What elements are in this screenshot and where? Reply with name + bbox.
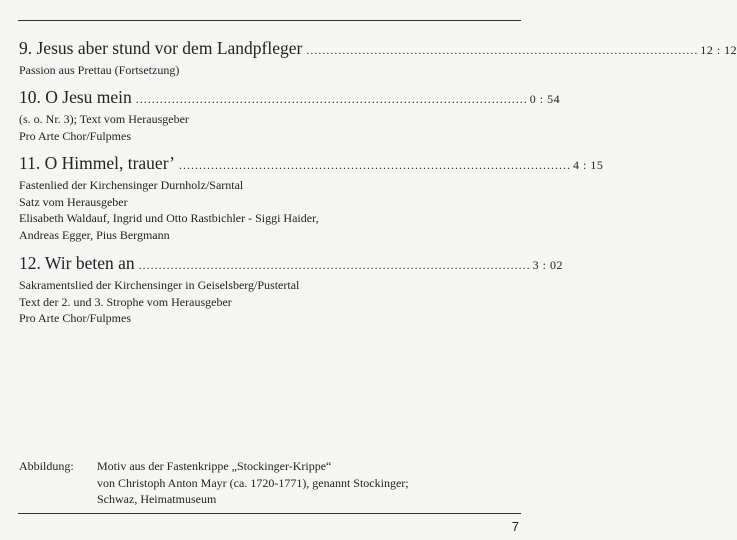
dot-leader: .................................................................................................. <box>179 158 571 172</box>
track-detail: Andreas Egger, Pius Bergmann <box>19 227 170 242</box>
track-12 <box>19 253 563 327</box>
track-duration: 12 : 12 <box>700 43 737 57</box>
track-duration: 0 : 54 <box>529 92 561 106</box>
track-duration: 4 : 15 <box>573 158 604 172</box>
caption-label: Abbildung: <box>19 459 74 473</box>
track-duration: 3 : 02 <box>532 258 563 272</box>
dot-leader: .................................................................................................. <box>306 43 699 57</box>
track-title-line <box>19 253 563 274</box>
track-title: 9. Jesus aber stund vor dem Landpfleger <box>19 38 303 58</box>
caption-text <box>97 458 507 508</box>
page-number: 7 <box>511 519 519 534</box>
track-11 <box>19 153 604 243</box>
track-title: 11. O Himmel, trauer’ <box>19 153 175 173</box>
track-title: 10. O Jesu mein <box>19 87 132 107</box>
track-detail: Text der 2. und 3. Strophe vom Herausgeber <box>19 294 232 309</box>
track-title-line <box>19 38 737 59</box>
track-detail: Fastenlied der Kirchensinger Durnholz/Sarntal <box>19 178 244 192</box>
bottom-rule <box>18 513 521 514</box>
track-title: 12. Wir beten an <box>19 253 135 273</box>
track-detail: Pro Arte Chor/Fulpmes <box>19 128 132 143</box>
caption-line: Schwaz, Heimatmuseum <box>97 492 217 506</box>
track-detail: (s. o. Nr. 3); Text vom Herausgeber <box>19 112 189 126</box>
track-detail: Pro Arte Chor/Fulpmes <box>19 311 132 325</box>
dot-leader: .................................................................................................. <box>138 258 531 272</box>
top-rule <box>18 20 521 21</box>
dot-leader: .................................................................................................. <box>135 92 528 106</box>
track-detail: Passion aus Prettau (Fortsetzung) <box>19 63 180 77</box>
track-title-line <box>19 87 561 108</box>
track-detail: Elisabeth Waldauf, Ingrid und Otto Rastbichler - Siggi Haider, <box>19 211 319 225</box>
track-10 <box>19 87 561 144</box>
track-detail: Satz vom Herausgeber <box>19 194 128 209</box>
caption-line: von Christoph Anton Mayr (ca. 1720-1771), genannt Stockinger; <box>97 475 409 490</box>
track-detail: Sakramentslied der Kirchensinger in Geiselsberg/Pustertal <box>19 278 300 292</box>
track-title-line <box>19 153 604 174</box>
caption-line: Motiv aus der Fastenkrippe „Stockinger-Krippe“ <box>97 459 332 473</box>
track-9 <box>19 38 737 79</box>
